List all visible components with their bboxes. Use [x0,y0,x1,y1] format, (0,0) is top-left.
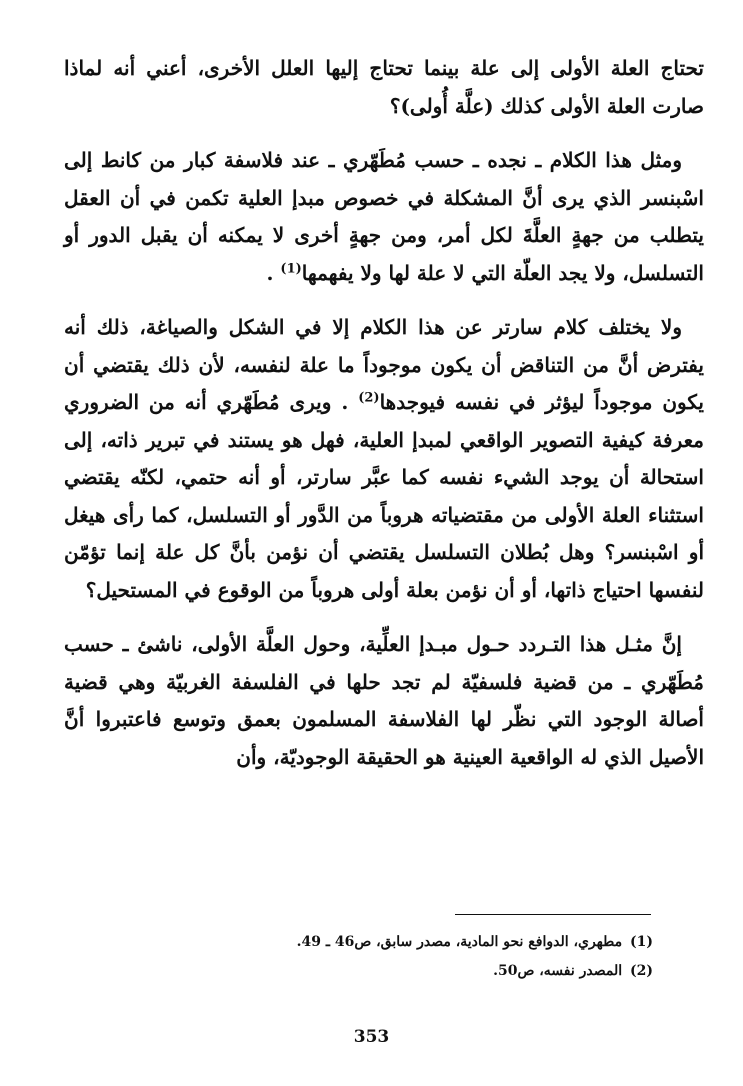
footnote-divider [455,914,651,915]
footnote-2 [233,957,653,986]
footnotes [233,928,653,986]
paragraph-2: ومثل هذا الكلام ـ نجده ـ حسب مُطَهّري ـ عند فلاسفة كبار من كانط إلى اسْبنسر الذي يرى أنَّ المشكلة في خصوص مبدإ العلية تكمن في أن العقل يتطلب من جهةٍ العلَّةَ لكل أمر، ومن جهةٍ أخرى لا يمكنه أن يقبل الدور أو التسلسل، ولا يجد العلّة التي لا علة لها ولا يفهمها$^{(1)}$ . [64,148,704,285]
main-text [64,50,704,793]
paragraph-4: إنَّ مثـل هذا التـردد حـول مبـدإ العلِّية، وحول العلَّة الأولى، ناشئ ـ حسب مُطَهّري ـ من قضية فلسفيّة لم تجد حلها في الفلسفة الغربيّة وهي قضية أصالة الوجود التي نظّر لها الفلاسفة المسلمون بعمق وتوسع فاعتبروا أنَّ الأصيل الذي له الواقعية العينية هو الحقيقة الوجوديّة، وأن [64,632,704,769]
footnote-text: مطهري، الدوافع نحو المادية، مصدر سابق، ص46 ـ 49. [296,934,623,950]
paragraph-1: تحتاج العلة الأولى إلى علة بينما تحتاج إليها العلل الأخرى، أعني أنه لماذا صارت العلة الأولى كذلك (علَّة أُولى)؟ [64,56,704,118]
footnote-ref-1: (1) [280,260,302,276]
footnote-number: (1) [630,934,653,950]
footnote-number: (2) [630,963,653,979]
footnote-text: المصدر نفسه، ص50. [493,963,623,979]
paragraph-3: ولا يختلف كلام سارتر عن هذا الكلام إلا في الشكل والصياغة، ذلك أنه يفترض أنَّ من التناقض أن يكون موجوداً ما علة لنفسه، لأن ذلك يقتضي أن يكون موجوداً ليؤثر في نفسه فيوجدها$^{(2)}$ . ويرى مُطَهّري أنه من الضروري معرفة كيفية التصوير الواقعي لمبدإ العلية، فهل هو يستند في تبرير ذاته، إلى استحالة أن يوجد الشيء نفسه كما عبَّر سارتر، أو أنه حتمي، لكنّه يقتضي استثناء العلة الأولى من مقتضياته هروباً من الدَّور أو التسلسل، كما رأى هيغل أو اسْبنسر؟ وهل بُطلان التسلسل يقتضي أن نؤمن بأنَّ كل علة إنما تؤمّن لنفسها احتياج ذاتها، أو أن نؤمن بعلة أولى هروباً من الوقوع في المستحيل؟ [64,315,704,602]
footnote-ref-2: (2) [358,390,380,406]
footnote-1 [233,928,653,957]
page-number: 353 [353,1027,390,1047]
